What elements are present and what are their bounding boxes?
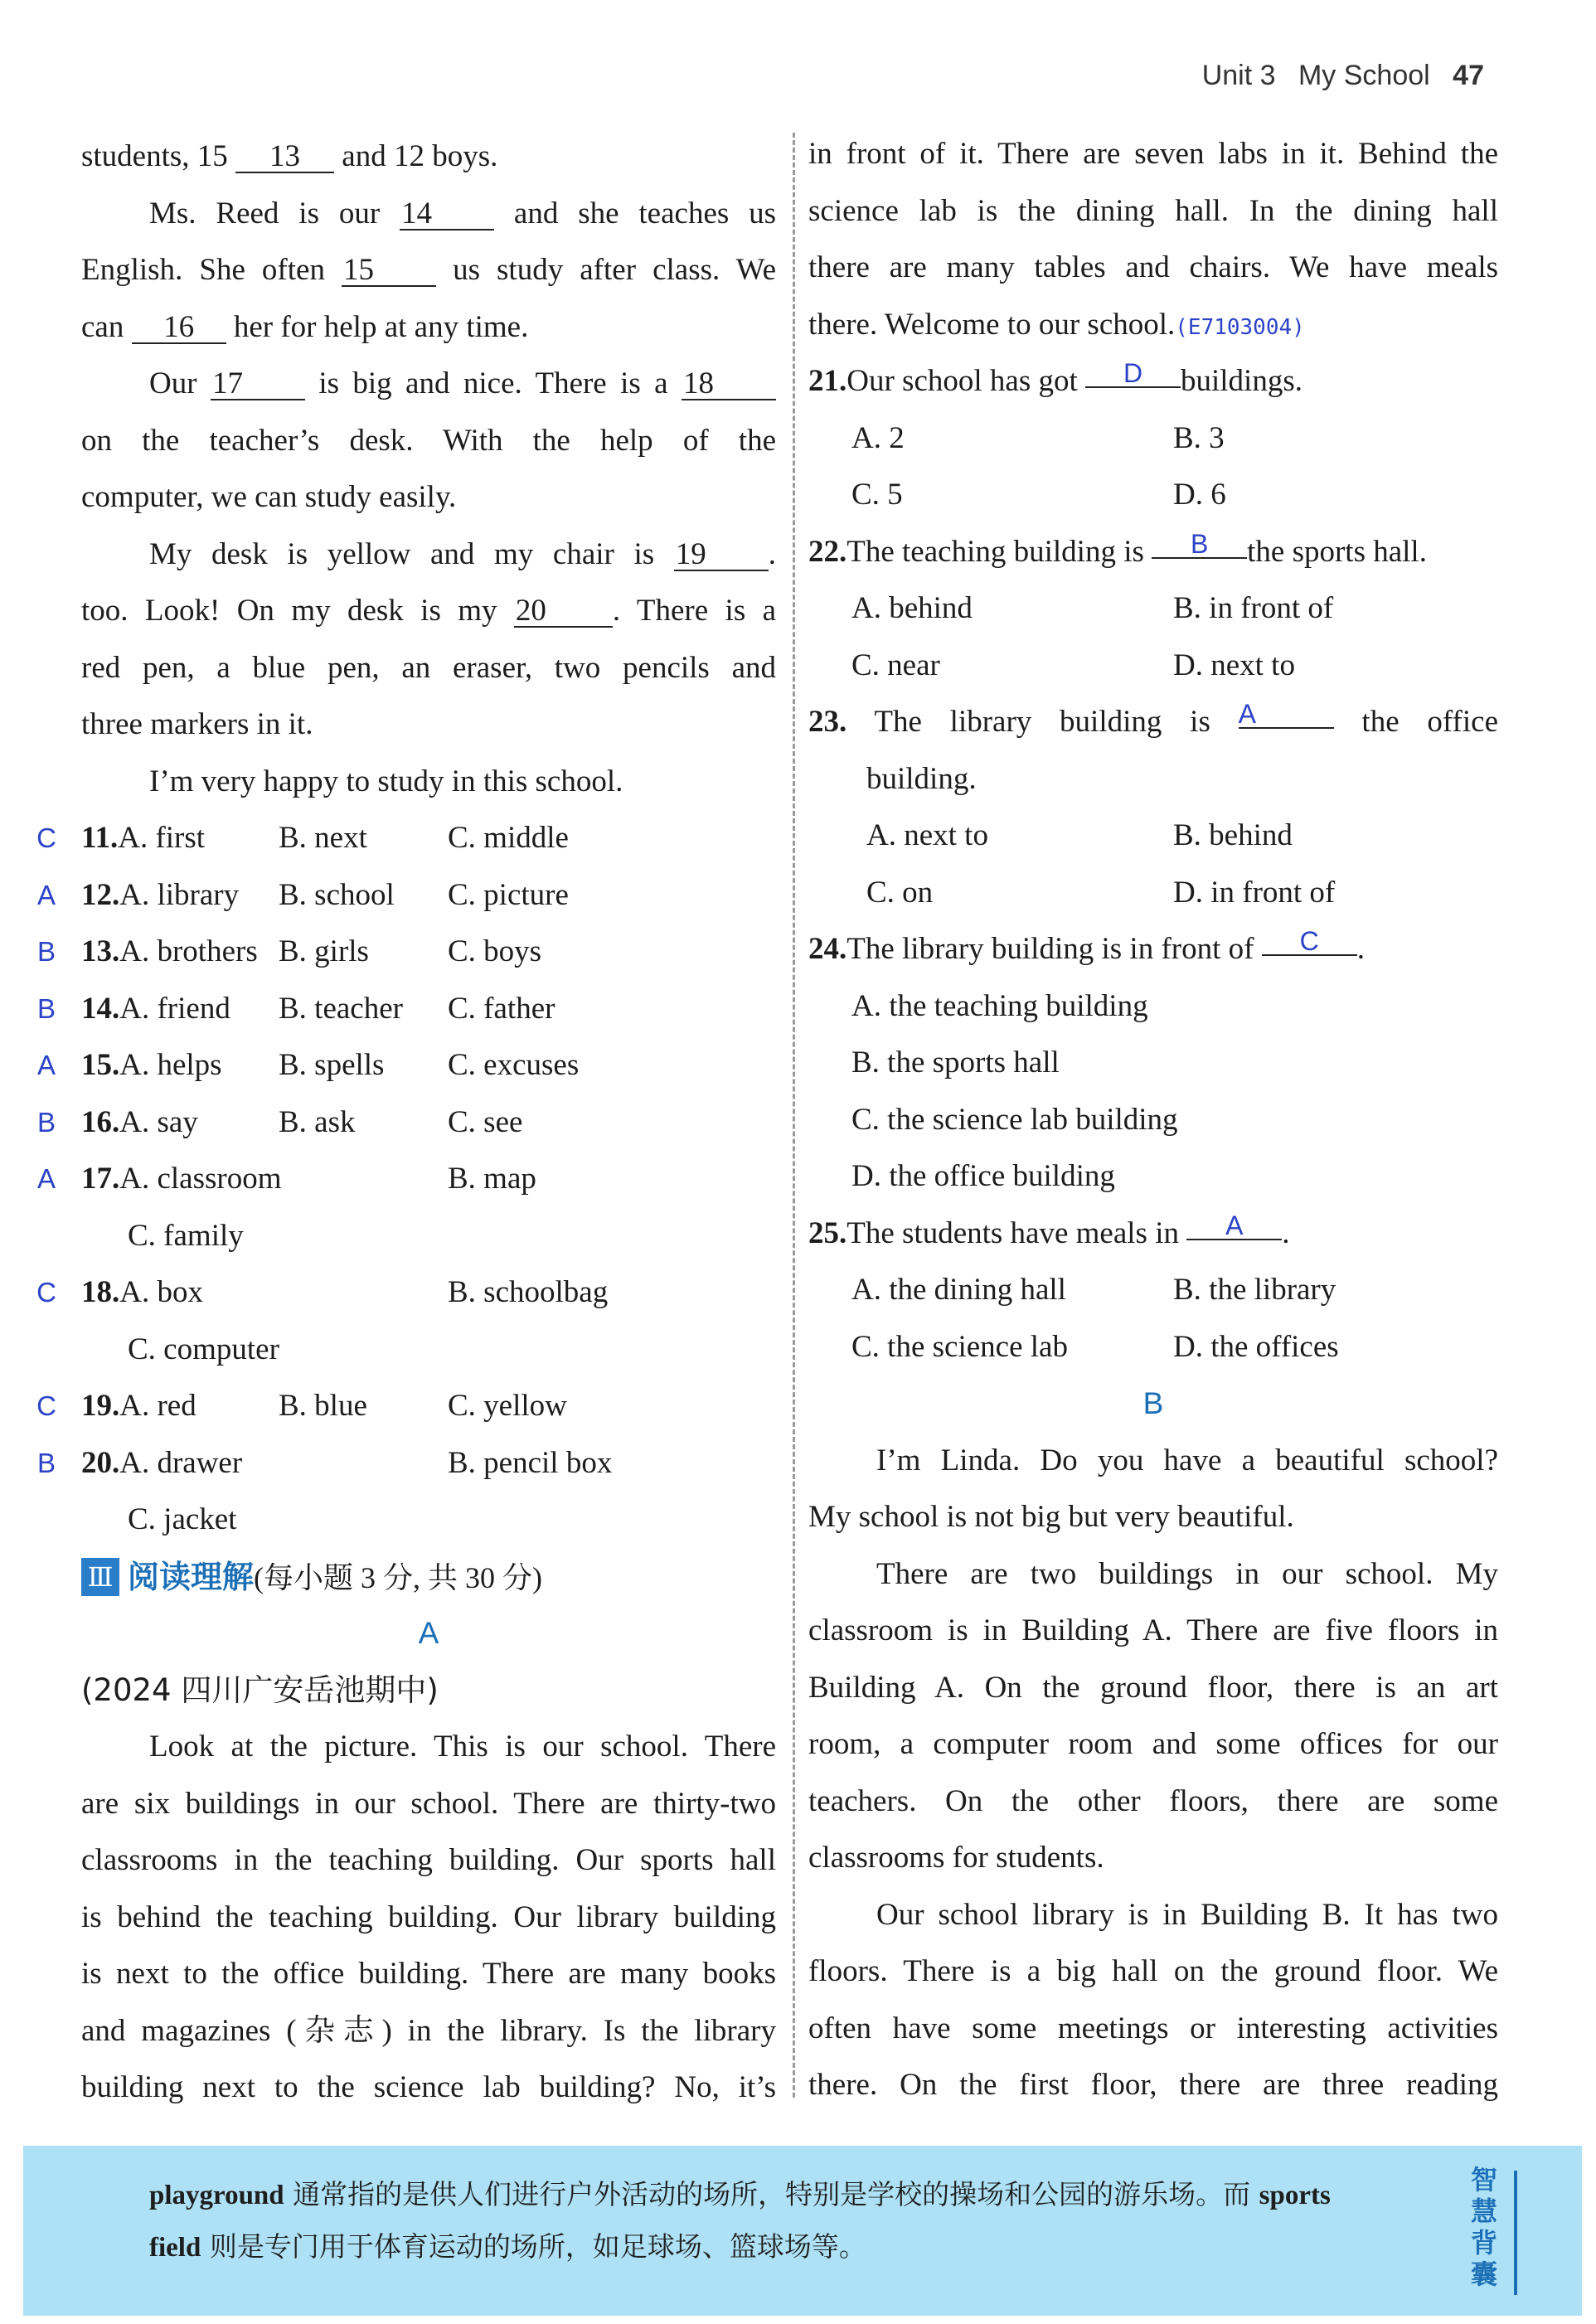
tip-box (23, 2146, 1582, 2316)
text-line: in front of it. There are seven labs in it. Behind the (808, 137, 1498, 171)
blank-16: 16 (132, 312, 226, 344)
answer-mark: A (36, 879, 56, 910)
unit-label: Unit 3 (1201, 60, 1276, 91)
question-24: 24.The library building is in front of C . (808, 926, 1365, 966)
option-row-19: C 19.A. red B. blue C. yellow (81, 1378, 776, 1435)
text-line: is behind the teaching building. Our library building (81, 1899, 776, 1934)
options-22: C. near D. next to (851, 648, 1295, 682)
answer-mark: C (36, 1277, 56, 1308)
page-header (1202, 60, 1484, 92)
text-line: Building A. On the ground floor, there is an art (808, 1670, 1498, 1705)
right-column (808, 126, 1498, 2114)
text-line: classroom is in Building A. There are five floors in (808, 1613, 1498, 1647)
answer-mark: A (36, 1163, 56, 1194)
option-row: A 12.A. library B. school C. picture (81, 867, 776, 924)
blank-18: 18 (682, 368, 776, 400)
option-24-b: B. the sports hall (851, 1046, 1060, 1080)
option-row: B 16.A. say B. ask C. see (81, 1094, 776, 1152)
answer-22: B (1152, 531, 1247, 559)
blank-13: 13 (235, 141, 334, 173)
option-row-17-cont: C. family (128, 1218, 244, 1253)
answer-mark: C (36, 822, 56, 853)
option-row: B 14.A. friend B. teacher C. father (81, 981, 776, 1038)
text-line: students, 15 13 and 12 boys. (81, 139, 498, 173)
text-line: often have some meetings or interesting activities (808, 2011, 1498, 2045)
options-22: A. behind B. in front of (851, 591, 1334, 625)
section-number: Ⅲ (81, 1558, 119, 1596)
answer-mark: B (36, 936, 56, 967)
text-line: on the teacher’s desk. With the help of the (81, 423, 776, 458)
text-line: building next to the science lab building? No, it’s (81, 2070, 776, 2104)
answer-25: A (1186, 1212, 1282, 1240)
options-23: A. next to B. behind (866, 818, 1293, 852)
text-line: English. She often 15 us study after class. We (81, 253, 777, 287)
text-line: There are two buildings in our school. My (876, 1556, 1498, 1591)
text-line: room, a computer room and some offices for our (808, 1727, 1498, 1761)
option-row: C 11.A. first B. next C. middle (81, 810, 776, 867)
page-number: 47 (1453, 60, 1484, 91)
question-23-cont: building. (866, 761, 977, 796)
option-row-20: B 20.A. drawer B. pencil box (81, 1435, 776, 1492)
tip-box-bar (1514, 2171, 1517, 2295)
option-24-c: C. the science lab building (851, 1102, 1178, 1137)
text-line: is next to the office building. There are many books (81, 1957, 776, 1991)
option-24-d: D. the office building (851, 1159, 1115, 1193)
blank-20: 20 (514, 595, 613, 628)
text-line: My school is not big but very beautiful. (808, 1500, 1294, 1534)
text-line: there. On the first floor, there are three reading (808, 2068, 1498, 2102)
options-25: C. the science lab D. the offices (851, 1329, 1339, 1364)
option-row-18-cont: C. computer (128, 1332, 279, 1366)
answer-mark: B (36, 1447, 56, 1478)
options-25: A. the dining hall B. the library (851, 1273, 1336, 1307)
blank-15: 15 (342, 255, 436, 287)
blank-19: 19 (674, 539, 769, 571)
option-row: A 15.A. helps B. spells C. excuses (81, 1037, 776, 1094)
text-line: teachers. On the other floors, there are some (808, 1783, 1498, 1818)
question-23: 23. The library building is A the office (808, 699, 1498, 739)
options-21: A. 2 B. 3 (851, 420, 1225, 455)
answer-mark: B (36, 992, 56, 1024)
passage-b-label: B (1142, 1386, 1164, 1420)
question-21: 21.Our school has got D buildings. (808, 358, 1303, 398)
text-line: Our school library is in Building B. It has two (876, 1897, 1498, 1932)
text-line: My desk is yellow and my chair is 19 . (149, 536, 776, 571)
option-row-17: A 17.A. classroom B. map (81, 1151, 776, 1208)
text-line: too. Look! On my desk is my 20 . There is a (81, 594, 777, 628)
question-22: 22.The teaching building is B the sports hall. (808, 528, 1427, 569)
section-title: 阅读理解 (128, 1558, 255, 1595)
text-line: there are many tables and chairs. We have meals (808, 250, 1498, 284)
section-points: (每小题 3 分, 共 30 分) (254, 1560, 542, 1594)
question-25: 25.The students have meals in A . (808, 1210, 1290, 1250)
text-line: I’m very happy to study in this school. (149, 764, 623, 798)
text-line: Look at the picture. This is our school. There (149, 1730, 776, 1764)
option-row-18: C 18.A. box B. schoolbag (81, 1264, 776, 1322)
passage-a-label: A (418, 1616, 439, 1650)
text-line: red pen, a blue pen, an eraser, two pencils and (81, 650, 776, 685)
tip-text: playground 通常指的是供人们进行户外活动的场所，特别是学校的操场和公园的游乐场。而 sports field 则是专门用于体育运动的场所，如足球场、篮球场等。 (149, 2178, 1331, 2263)
column-divider (793, 133, 795, 2098)
answer-mark: C (36, 1390, 56, 1421)
blank-17: 17 (211, 368, 305, 400)
left-column (36, 129, 777, 2117)
answer-mark: B (36, 1106, 56, 1138)
blank-14: 14 (400, 198, 494, 230)
question-code: (E7103004) (1175, 314, 1305, 340)
text-line: computer, we can study easily. (81, 480, 457, 514)
text-line: there. Welcome to our school.(E7103004) (808, 307, 1305, 342)
options-21: C. 5 D. 6 (851, 478, 1226, 512)
text-line: can 16 her for help at any time. (81, 309, 529, 344)
option-row-20-cont: C. jacket (128, 1502, 237, 1536)
tip-box-label: 智慧背囊 (1470, 2164, 1497, 2290)
text-line: floors. There is a big hall on the ground floor. We (808, 1954, 1498, 1988)
option-24-a: A. the teaching building (851, 988, 1148, 1023)
text-line: classrooms for students. (808, 1841, 1104, 1875)
answer-23: A (1239, 701, 1334, 729)
text-line: and magazines (杂志) in the library. Is the library (81, 2013, 776, 2048)
section-heading (81, 1549, 776, 1606)
text-line: Ms. Reed is our 14 and she teaches us (149, 196, 777, 230)
option-row: B 13.A. brothers B. girls C. boys (81, 924, 776, 981)
text-line: Our 17 is big and nice. There is a 18 (81, 356, 776, 413)
options-23: C. on D. in front of (866, 875, 1336, 910)
text-line: are six buildings in our school. There are thirty-two (81, 1786, 776, 1821)
unit-title: My School (1298, 60, 1430, 91)
text-line: classrooms in the teaching building. Our sports hall (81, 1843, 776, 1877)
answer-21: D (1085, 360, 1181, 388)
passage-source: (2024 四川广安岳池期中) (81, 1671, 439, 1708)
answer-24: C (1262, 928, 1357, 956)
text-line: science lab is the dining hall. In the dining hall (808, 193, 1498, 228)
answer-mark: A (36, 1050, 56, 1080)
text-line: three markers in it. (81, 707, 313, 741)
text-line: I’m Linda. Do you have a beautiful school? (876, 1443, 1498, 1477)
